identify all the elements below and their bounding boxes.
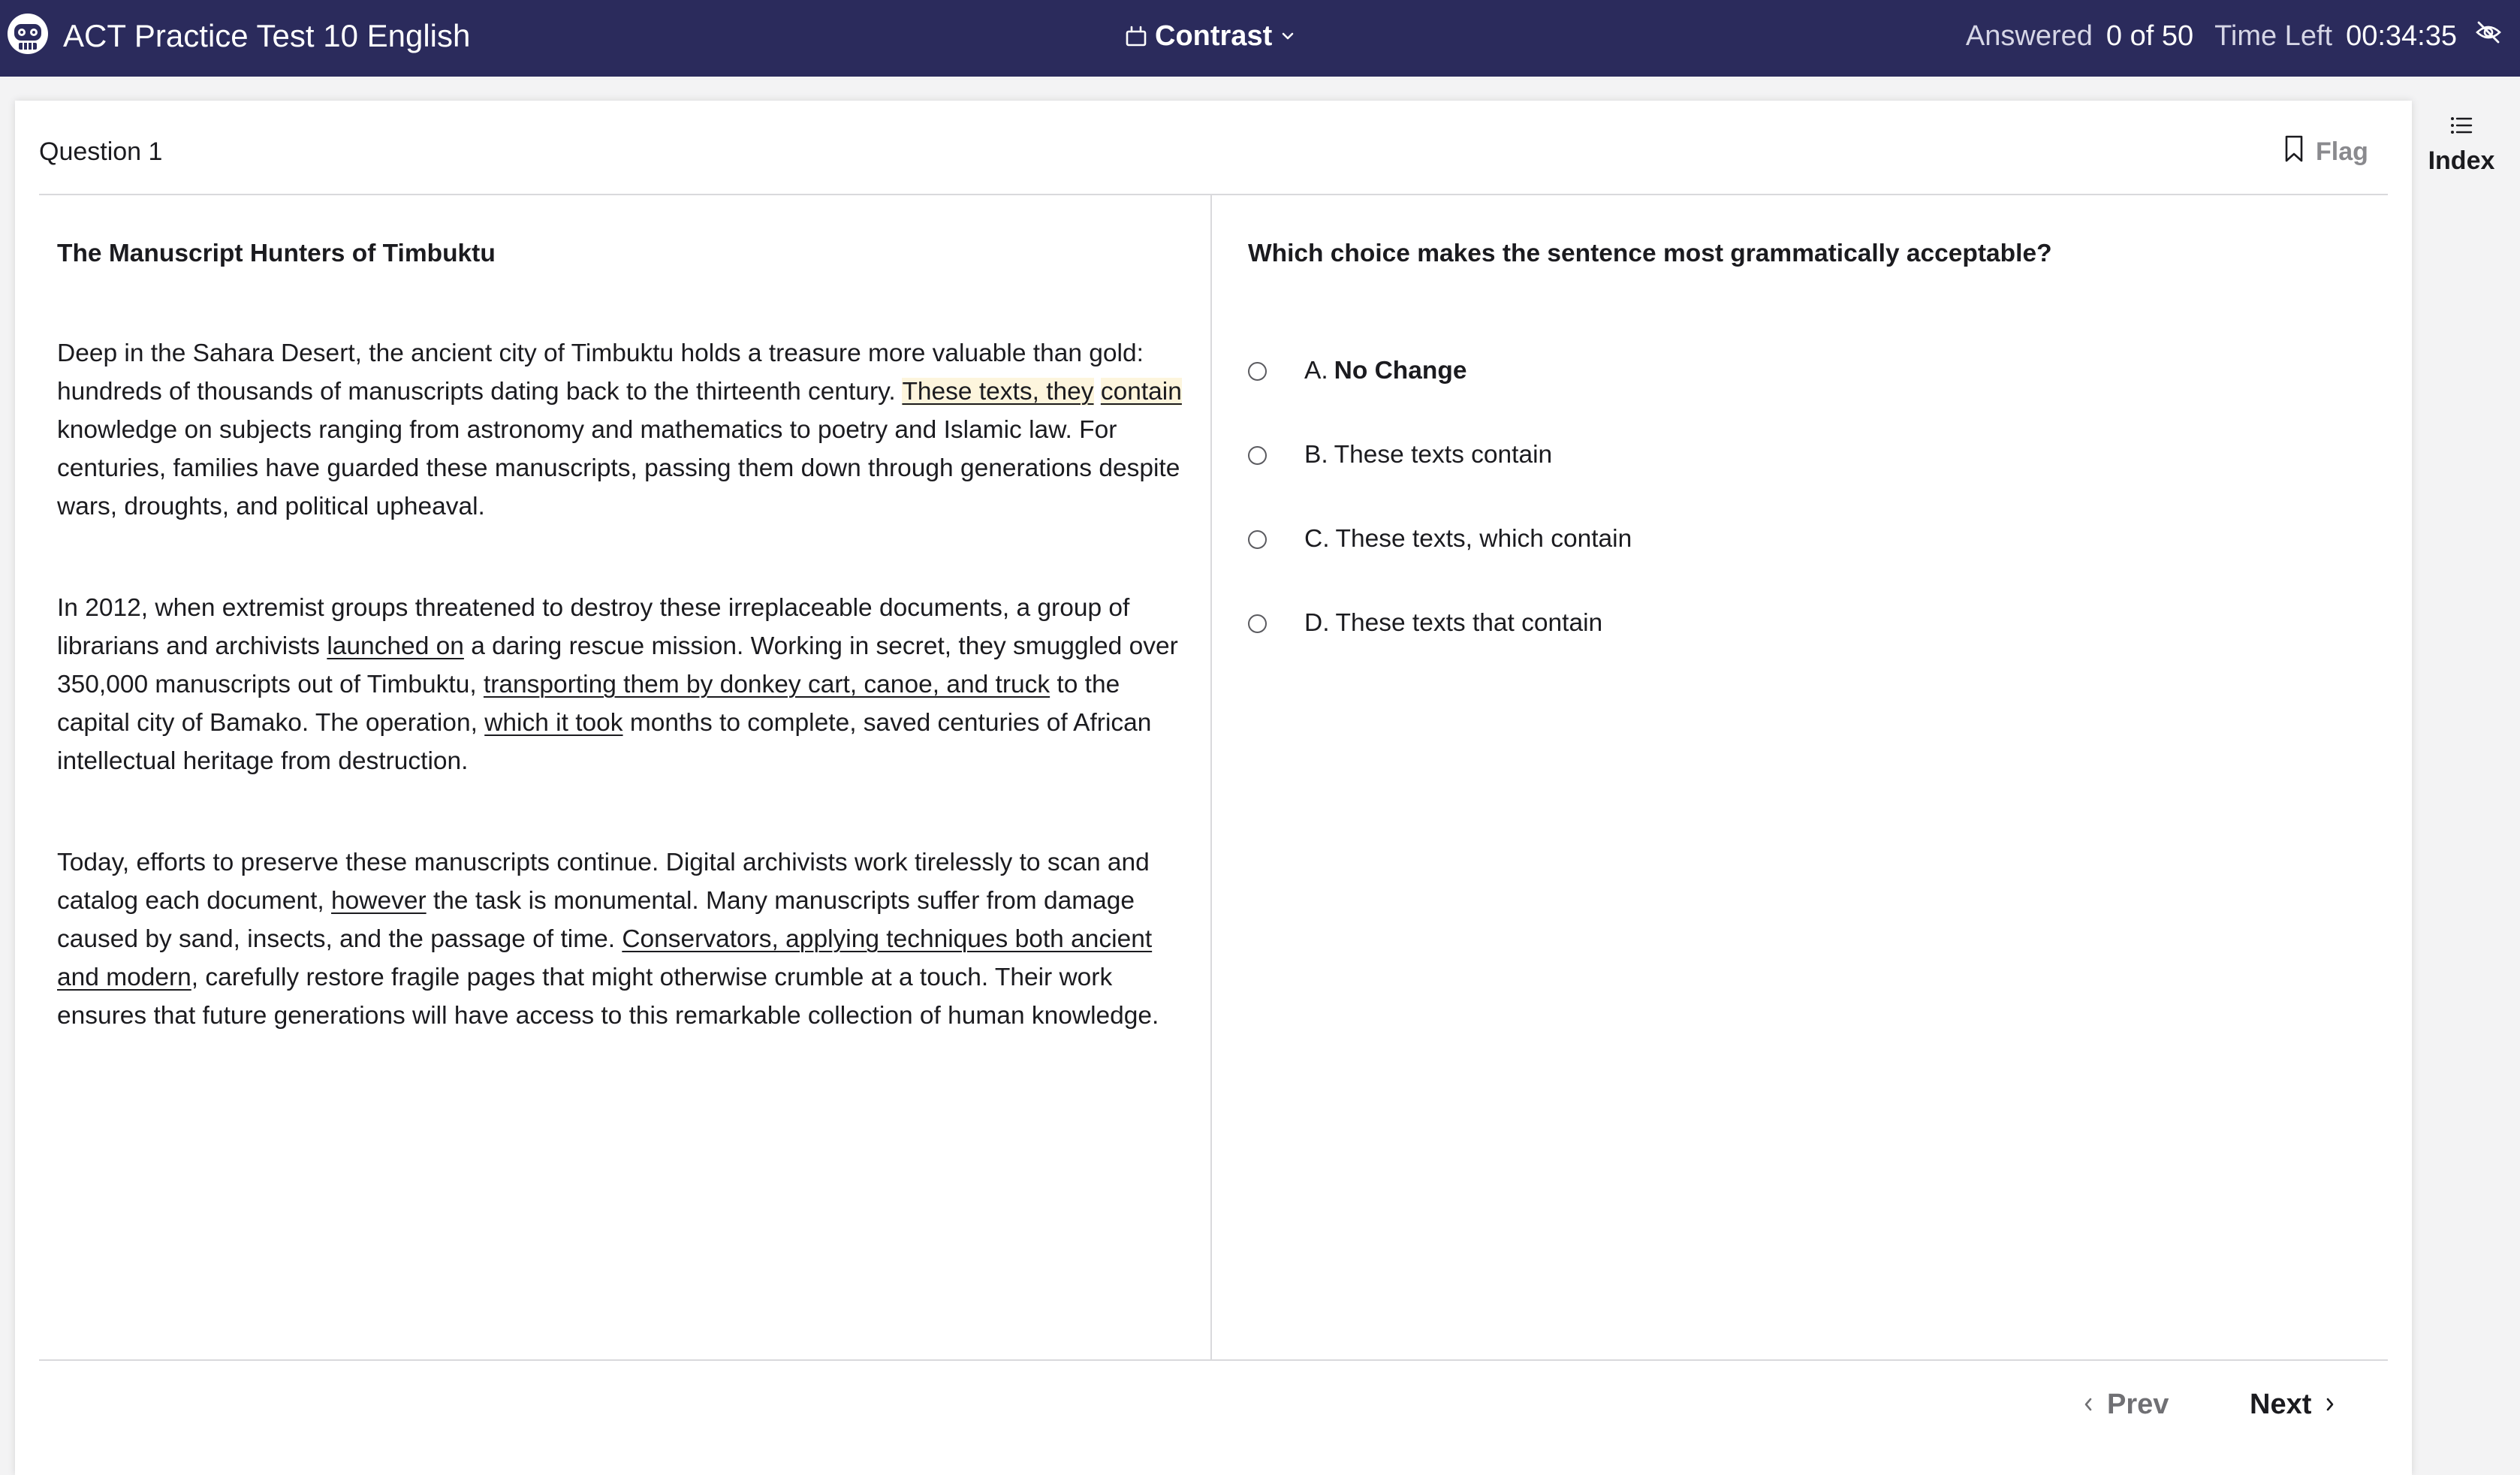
choice-text: These texts that contain	[1335, 609, 1603, 637]
radio-button[interactable]	[1248, 446, 1267, 465]
answered-count: 0 of 50	[2106, 20, 2194, 52]
passage-text: a daring rescue mission. Working in secret, they smuggled over 350,000 manuscripts out of Timbuktu,	[57, 632, 1178, 698]
radio-button[interactable]	[1248, 530, 1267, 549]
status-area	[1966, 17, 2503, 56]
passage-text: knowledge on subjects ranging from astronomy and mathematics to poetry and Islamic law. For centuries, families have guarded these manuscripts, passing them down through generations despite wars, droughts, and political upheaval.	[57, 416, 1180, 520]
passage-text: Today, efforts to preserve these manuscripts continue. Digital archivists work tirelessly to scan and catalog each document,	[57, 849, 1150, 915]
answer-choice-c[interactable]	[1248, 518, 1849, 560]
top-bar	[0, 0, 2520, 77]
question-prompt: Which choice makes the sentence most grammatically acceptable?	[1248, 240, 2052, 267]
prev-label: Prev	[2107, 1388, 2169, 1420]
prev-button[interactable]	[2081, 1383, 2169, 1425]
answered-label: Answered	[1965, 20, 2093, 52]
passage-text: Deep in the Sahara Desert, the ancient city of Timbuktu holds a treasure more valuable than gold: hundreds of thousands of manuscripts dating back to the thirteenth century.	[57, 339, 1144, 406]
footer-divider	[39, 1359, 2388, 1361]
choice-letter: A.	[1304, 357, 1328, 385]
underlined-phrase[interactable]: however	[331, 887, 427, 915]
choice-text: These texts contain	[1334, 441, 1553, 469]
underlined-phrase[interactable]: which it took	[484, 709, 623, 737]
palette-icon	[1125, 25, 1147, 47]
next-button[interactable]	[2250, 1383, 2337, 1425]
flag-label: Flag	[2316, 137, 2368, 166]
passage-text: the task is monumental. Many manuscripts suffer from damage caused by sand, insects, and the passage of time.	[57, 887, 1135, 953]
chevron-right-icon	[2323, 1389, 2337, 1421]
choice-letter: B.	[1304, 441, 1328, 469]
passage-paragraph-2	[57, 589, 1198, 780]
contrast-label: Contrast	[1155, 20, 1273, 52]
answer-choice-d[interactable]	[1248, 602, 1849, 644]
list-icon	[2449, 114, 2474, 140]
choice-text: No Change	[1334, 357, 1467, 385]
radio-button[interactable]	[1248, 614, 1267, 633]
index-label: Index	[2428, 146, 2495, 175]
next-label: Next	[2250, 1388, 2312, 1420]
target-phrase-highlighted-cont[interactable]: contain	[1100, 378, 1182, 406]
answer-choice-b[interactable]	[1248, 434, 1849, 476]
index-button[interactable]	[2425, 114, 2497, 176]
underlined-phrase[interactable]: Conservators, applying techniques both ancient and modern	[57, 925, 1153, 991]
passage-text: to the capital city of Bamako. The operation,	[57, 671, 1120, 737]
question-number: Question 1	[39, 137, 163, 166]
timer-value: 00:34:35	[2346, 20, 2457, 52]
contrast-dropdown[interactable]	[1125, 17, 1296, 56]
flag-button[interactable]	[2283, 135, 2368, 168]
radio-button[interactable]	[1248, 362, 1267, 381]
question-card	[15, 101, 2412, 1475]
target-phrase-highlighted[interactable]: These texts, they	[902, 378, 1094, 406]
robot-logo-icon	[5, 11, 51, 57]
passage-text: In 2012, when extremist groups threatened to destroy these irreplaceable documents, a group of librarians and archivists	[57, 594, 1130, 660]
passage-paragraph-1	[57, 334, 1198, 526]
underlined-phrase[interactable]: launched on	[327, 632, 464, 660]
chevron-down-icon	[1280, 28, 1296, 44]
choice-text: These texts, which contain	[1335, 525, 1632, 553]
eye-off-icon[interactable]	[2473, 17, 2503, 55]
header-divider	[39, 194, 2388, 195]
passage-title: The Manuscript Hunters of Timbuktu	[57, 240, 496, 267]
passage-text: , carefully restore fragile pages that might otherwise crumble at a touch. Their work ensures that future generations will have access to this remarkable collection of human knowledge.	[57, 964, 1159, 1030]
passage-paragraph-3	[57, 843, 1198, 1035]
test-title: ACT Practice Test 10 English	[63, 18, 471, 53]
bookmark-icon	[2283, 134, 2305, 170]
choice-letter: D.	[1304, 609, 1330, 637]
answer-choice-a[interactable]	[1248, 350, 1849, 392]
passage-text: months to complete, saved centuries of African intellectual heritage from destruction.	[57, 709, 1152, 775]
underlined-phrase[interactable]: transporting them by donkey cart, canoe, and truck	[483, 671, 1051, 698]
choice-letter: C.	[1304, 525, 1330, 553]
column-divider	[1210, 195, 1212, 1361]
time-left-label: Time Left	[2214, 20, 2333, 52]
passage-pane	[57, 234, 1198, 1098]
chevron-left-icon	[2081, 1389, 2095, 1421]
